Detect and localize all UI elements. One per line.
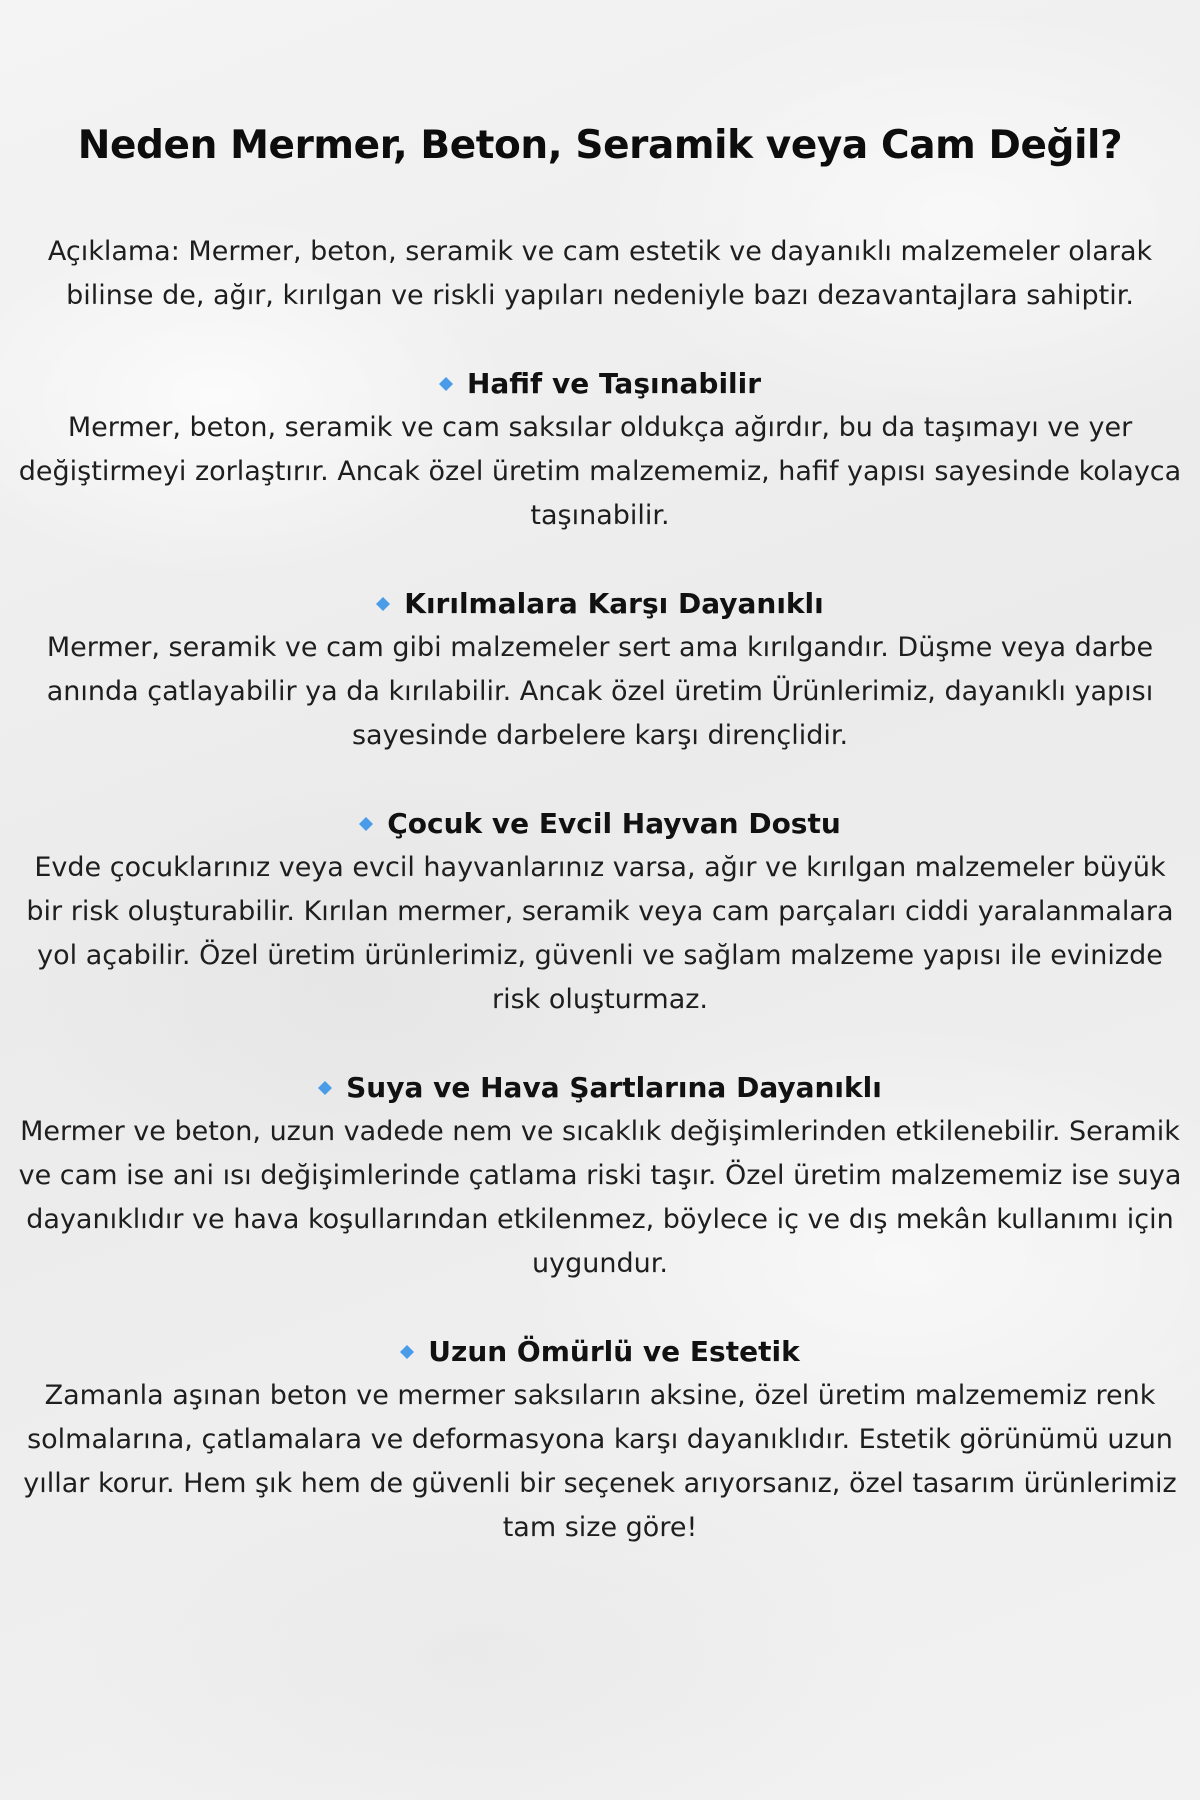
section-heading-text: Kırılmalara Karşı Dayanıklı	[404, 587, 824, 620]
section-child-pet-friendly	[16, 802, 1184, 1022]
section-long-lasting	[16, 1330, 1184, 1550]
intro-paragraph: Açıklama: Mermer, beton, seramik ve cam estetik ve dayanıklı malzemeler olarak bilinse de, ağır, kırılgan ve riskli yapıları nedeniyle bazı dezavantajlara sahiptir.	[47, 236, 1153, 311]
section-heading	[16, 1330, 1184, 1374]
diamond-icon	[439, 377, 453, 391]
section-body: Zamanla aşınan beton ve mermer saksıların aksine, özel üretim malzememiz renk solmalarına, çatlamalara ve deformasyona karşı dayanıklıdır. Estetik görünümü uzun yıllar korur. Hem şık hem de güvenli bir seçenek arıyorsanız, özel tasarım ürünlerimiz tam size göre!	[23, 1380, 1177, 1543]
section-body: Evde çocuklarınız veya evcil hayvanlarınız varsa, ağır ve kırılgan malzemeler büyük bir risk oluşturabilir. Kırılan mermer, seramik veya cam parçaları ciddi yaralanmalara yol açabilir. Özel üretim ürünlerimiz, güvenli ve sağlam malzeme yapısı ile evinizde risk oluşturmaz.	[26, 852, 1174, 1015]
section-weather-resistant	[16, 1066, 1184, 1286]
section-body: Mermer, seramik ve cam gibi malzemeler sert ama kırılgandır. Düşme veya darbe anında çatlayabilir ya da kırılabilir. Ancak özel üretim Ürünlerimiz, dayanıklı yapısı sayesinde darbelere karşı dirençlidir.	[46, 632, 1154, 751]
section-heading-text: Uzun Ömürlü ve Estetik	[428, 1335, 800, 1368]
section-heading	[16, 362, 1184, 406]
section-heading	[16, 1066, 1184, 1110]
section-heading-text: Çocuk ve Evcil Hayvan Dostu	[387, 807, 841, 840]
page-title: Neden Mermer, Beton, Seramik veya Cam Değil?	[77, 123, 1123, 168]
section-body: Mermer ve beton, uzun vadede nem ve sıcaklık değişimlerinden etkilenebilir. Seramik ve cam ise ani ısı değişimlerinde çatlama riski taşır. Özel üretim malzememiz ise suya dayanıklıdır ve hava koşullarından etkilenmez, böylece iç ve dış mekân kullanımı için uygundur.	[18, 1116, 1182, 1279]
section-heading-text: Suya ve Hava Şartlarına Dayanıklı	[346, 1071, 882, 1104]
section-heading	[16, 802, 1184, 846]
diamond-icon	[400, 1345, 414, 1359]
diamond-icon	[359, 817, 373, 831]
section-heading-text: Hafif ve Taşınabilir	[466, 367, 762, 400]
section-lightweight	[16, 362, 1184, 538]
section-break-resistant	[16, 582, 1184, 758]
diamond-icon	[318, 1081, 332, 1095]
section-heading	[16, 582, 1184, 626]
section-body: Mermer, beton, seramik ve cam saksılar oldukça ağırdır, bu da taşımayı ve yer değiştirmeyi zorlaştırır. Ancak özel üretim malzememiz, hafif yapısı sayesinde kolayca taşınabilir.	[18, 412, 1182, 531]
diamond-icon	[376, 597, 390, 611]
